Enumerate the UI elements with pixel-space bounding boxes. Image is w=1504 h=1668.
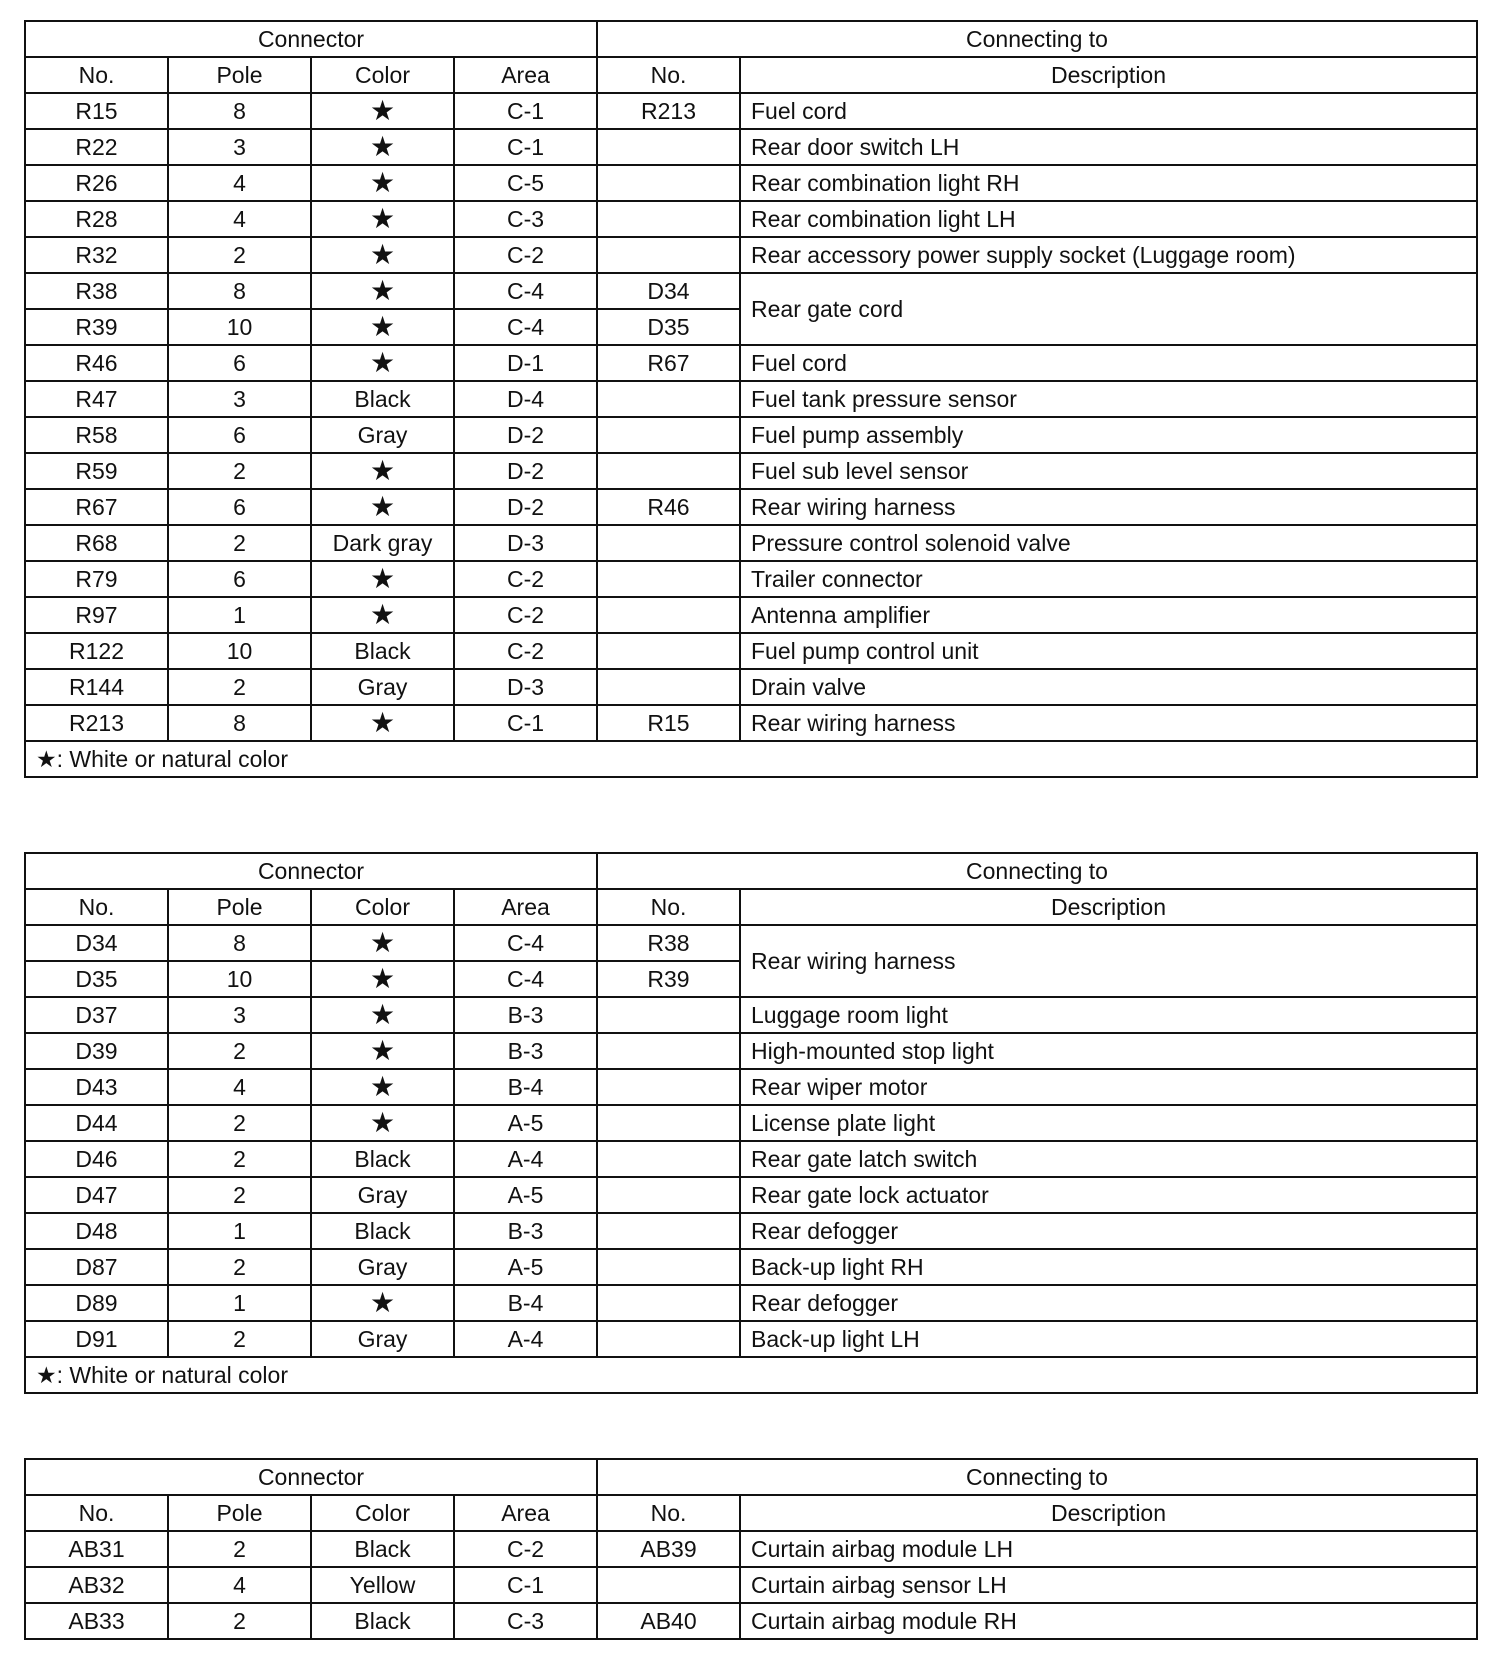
cell-description: Rear door switch LH — [740, 129, 1477, 165]
cell-to-no — [597, 1141, 740, 1177]
cell-pole: 2 — [168, 525, 311, 561]
col-header-to-no: No. — [597, 1495, 740, 1531]
cell-pole: 2 — [168, 237, 311, 273]
cell-description: Rear wiring harness — [740, 925, 1477, 997]
cell-no: D43 — [25, 1069, 168, 1105]
cell-pole: 4 — [168, 165, 311, 201]
cell-description: Drain valve — [740, 669, 1477, 705]
cell-to-no — [597, 1321, 740, 1357]
cell-description: Rear combination light RH — [740, 165, 1477, 201]
connector-table-ab — [24, 1458, 1478, 1640]
cell-description: Rear wiring harness — [740, 705, 1477, 741]
col-header-color: Color — [311, 1495, 454, 1531]
cell-color: Gray — [311, 417, 454, 453]
cell-area: D-2 — [454, 489, 597, 525]
cell-no: D87 — [25, 1249, 168, 1285]
cell-area: A-4 — [454, 1141, 597, 1177]
cell-description: Curtain airbag module RH — [740, 1603, 1477, 1639]
cell-to-no: R213 — [597, 93, 740, 129]
cell-to-no — [597, 1567, 740, 1603]
col-header-description: Description — [740, 1495, 1477, 1531]
table-row — [25, 381, 1477, 417]
cell-pole: 10 — [168, 309, 311, 345]
cell-no: R97 — [25, 597, 168, 633]
cell-area: A-5 — [454, 1177, 597, 1213]
cell-description: Fuel pump control unit — [740, 633, 1477, 669]
cell-color: Dark gray — [311, 525, 454, 561]
cell-description: Rear gate latch switch — [740, 1141, 1477, 1177]
cell-pole: 2 — [168, 1603, 311, 1639]
cell-color: ★ — [311, 309, 454, 345]
cell-to-no — [597, 1285, 740, 1321]
table-row — [25, 93, 1477, 129]
table-row — [25, 705, 1477, 741]
col-header-description: Description — [740, 889, 1477, 925]
table-row — [25, 345, 1477, 381]
cell-description: Rear gate lock actuator — [740, 1177, 1477, 1213]
cell-area: B-3 — [454, 1033, 597, 1069]
col-header-no: No. — [25, 57, 168, 93]
cell-color: ★ — [311, 1069, 454, 1105]
cell-description: Curtain airbag sensor LH — [740, 1567, 1477, 1603]
cell-no: R26 — [25, 165, 168, 201]
cell-pole: 1 — [168, 597, 311, 633]
table-row — [25, 525, 1477, 561]
connector-group-header: Connector — [25, 853, 597, 889]
cell-pole: 3 — [168, 381, 311, 417]
col-header-color: Color — [311, 57, 454, 93]
table-row — [25, 925, 1477, 961]
cell-color: Gray — [311, 669, 454, 705]
cell-description: Luggage room light — [740, 997, 1477, 1033]
cell-to-no: R39 — [597, 961, 740, 997]
cell-pole: 3 — [168, 129, 311, 165]
cell-no: R39 — [25, 309, 168, 345]
cell-to-no — [597, 633, 740, 669]
cell-no: AB32 — [25, 1567, 168, 1603]
cell-color: Black — [311, 1603, 454, 1639]
cell-area: C-3 — [454, 1603, 597, 1639]
table-row — [25, 1531, 1477, 1567]
cell-pole: 8 — [168, 705, 311, 741]
cell-color: Gray — [311, 1321, 454, 1357]
cell-no: D44 — [25, 1105, 168, 1141]
cell-to-no: AB40 — [597, 1603, 740, 1639]
cell-pole: 1 — [168, 1285, 311, 1321]
cell-color: ★ — [311, 453, 454, 489]
cell-color: ★ — [311, 273, 454, 309]
cell-pole: 4 — [168, 1567, 311, 1603]
cell-area: C-2 — [454, 633, 597, 669]
cell-pole: 2 — [168, 1033, 311, 1069]
cell-description: Rear combination light LH — [740, 201, 1477, 237]
table-row — [25, 165, 1477, 201]
table-row — [25, 129, 1477, 165]
col-header-to-no: No. — [597, 57, 740, 93]
cell-to-no — [597, 165, 740, 201]
cell-no: R122 — [25, 633, 168, 669]
table-row — [25, 597, 1477, 633]
cell-to-no: R38 — [597, 925, 740, 961]
table-row — [25, 1285, 1477, 1321]
cell-pole: 10 — [168, 961, 311, 997]
cell-area: D-1 — [454, 345, 597, 381]
cell-to-no: R15 — [597, 705, 740, 741]
cell-description: Pressure control solenoid valve — [740, 525, 1477, 561]
table-row — [25, 1603, 1477, 1639]
cell-color: ★ — [311, 345, 454, 381]
cell-no: D46 — [25, 1141, 168, 1177]
connecting-to-group-header: Connecting to — [597, 853, 1477, 889]
table-row — [25, 1213, 1477, 1249]
cell-area: C-1 — [454, 93, 597, 129]
table-row — [25, 1177, 1477, 1213]
cell-area: D-2 — [454, 453, 597, 489]
table-row — [25, 561, 1477, 597]
connector-group-header: Connector — [25, 1459, 597, 1495]
cell-area: C-1 — [454, 129, 597, 165]
cell-description: Rear wiring harness — [740, 489, 1477, 525]
cell-pole: 2 — [168, 1249, 311, 1285]
cell-to-no: D35 — [597, 309, 740, 345]
cell-color: ★ — [311, 705, 454, 741]
cell-area: A-4 — [454, 1321, 597, 1357]
cell-to-no: R67 — [597, 345, 740, 381]
cell-area: B-3 — [454, 1213, 597, 1249]
cell-color: Gray — [311, 1249, 454, 1285]
cell-description: Fuel pump assembly — [740, 417, 1477, 453]
cell-color: ★ — [311, 165, 454, 201]
col-header-no: No. — [25, 1495, 168, 1531]
cell-no: R79 — [25, 561, 168, 597]
cell-color: Black — [311, 1531, 454, 1567]
table-row — [25, 1069, 1477, 1105]
table-row — [25, 489, 1477, 525]
cell-area: D-2 — [454, 417, 597, 453]
col-header-description: Description — [740, 57, 1477, 93]
cell-no: D35 — [25, 961, 168, 997]
cell-area: C-5 — [454, 165, 597, 201]
cell-description: Rear accessory power supply socket (Luggage room) — [740, 237, 1477, 273]
cell-description: Rear defogger — [740, 1285, 1477, 1321]
cell-color: ★ — [311, 925, 454, 961]
col-header-area: Area — [454, 1495, 597, 1531]
cell-area: C-4 — [454, 309, 597, 345]
cell-description: Rear defogger — [740, 1213, 1477, 1249]
cell-no: D37 — [25, 997, 168, 1033]
cell-area: C-3 — [454, 201, 597, 237]
col-header-pole: Pole — [168, 1495, 311, 1531]
cell-no: AB31 — [25, 1531, 168, 1567]
cell-color: ★ — [311, 201, 454, 237]
table-row — [25, 1033, 1477, 1069]
cell-pole: 3 — [168, 997, 311, 1033]
cell-description: License plate light — [740, 1105, 1477, 1141]
cell-color: Yellow — [311, 1567, 454, 1603]
table-row — [25, 453, 1477, 489]
cell-to-no: R46 — [597, 489, 740, 525]
cell-to-no — [597, 237, 740, 273]
connector-table-r — [24, 20, 1478, 778]
cell-color: ★ — [311, 129, 454, 165]
cell-description: Back-up light LH — [740, 1321, 1477, 1357]
table-row — [25, 1141, 1477, 1177]
cell-pole: 2 — [168, 453, 311, 489]
cell-area: D-3 — [454, 525, 597, 561]
col-header-no: No. — [25, 889, 168, 925]
cell-area: D-3 — [454, 669, 597, 705]
cell-pole: 2 — [168, 1321, 311, 1357]
cell-description: High-mounted stop light — [740, 1033, 1477, 1069]
table-row — [25, 1249, 1477, 1285]
cell-no: D34 — [25, 925, 168, 961]
col-header-color: Color — [311, 889, 454, 925]
cell-pole: 2 — [168, 669, 311, 705]
cell-description: Fuel sub level sensor — [740, 453, 1477, 489]
cell-pole: 2 — [168, 1177, 311, 1213]
cell-color: ★ — [311, 961, 454, 997]
table-row — [25, 417, 1477, 453]
legend-row — [25, 741, 1477, 777]
cell-to-no — [597, 1033, 740, 1069]
cell-description: Fuel cord — [740, 93, 1477, 129]
cell-to-no: AB39 — [597, 1531, 740, 1567]
cell-no: R58 — [25, 417, 168, 453]
cell-to-no — [597, 381, 740, 417]
cell-pole: 4 — [168, 201, 311, 237]
col-header-pole: Pole — [168, 57, 311, 93]
cell-to-no — [597, 201, 740, 237]
cell-no: AB33 — [25, 1603, 168, 1639]
connecting-to-group-header: Connecting to — [597, 1459, 1477, 1495]
cell-color: ★ — [311, 1033, 454, 1069]
cell-no: R32 — [25, 237, 168, 273]
cell-area: C-4 — [454, 925, 597, 961]
cell-area: C-2 — [454, 597, 597, 633]
cell-no: R68 — [25, 525, 168, 561]
cell-area: A-5 — [454, 1105, 597, 1141]
cell-pole: 6 — [168, 345, 311, 381]
cell-pole: 10 — [168, 633, 311, 669]
cell-area: C-2 — [454, 237, 597, 273]
cell-no: R38 — [25, 273, 168, 309]
cell-to-no — [597, 1213, 740, 1249]
table-row — [25, 1567, 1477, 1603]
cell-description: Rear gate cord — [740, 273, 1477, 345]
cell-no: R15 — [25, 93, 168, 129]
cell-description: Fuel cord — [740, 345, 1477, 381]
table-row — [25, 273, 1477, 309]
cell-to-no — [597, 669, 740, 705]
legend-row — [25, 1357, 1477, 1393]
cell-area: B-3 — [454, 997, 597, 1033]
table-row — [25, 1105, 1477, 1141]
col-header-area: Area — [454, 889, 597, 925]
cell-pole: 8 — [168, 273, 311, 309]
table-row — [25, 633, 1477, 669]
cell-no: D89 — [25, 1285, 168, 1321]
col-header-pole: Pole — [168, 889, 311, 925]
cell-description: Trailer connector — [740, 561, 1477, 597]
cell-no: R67 — [25, 489, 168, 525]
cell-description: Back-up light RH — [740, 1249, 1477, 1285]
col-header-to-no: No. — [597, 889, 740, 925]
cell-to-no — [597, 1177, 740, 1213]
cell-pole: 6 — [168, 489, 311, 525]
cell-pole: 6 — [168, 561, 311, 597]
cell-to-no: D34 — [597, 273, 740, 309]
cell-color: Black — [311, 1141, 454, 1177]
cell-pole: 2 — [168, 1105, 311, 1141]
cell-color: ★ — [311, 93, 454, 129]
cell-no: R22 — [25, 129, 168, 165]
cell-pole: 8 — [168, 93, 311, 129]
cell-no: R213 — [25, 705, 168, 741]
cell-color: ★ — [311, 1105, 454, 1141]
connecting-to-group-header: Connecting to — [597, 21, 1477, 57]
cell-color: ★ — [311, 489, 454, 525]
cell-color: Black — [311, 1213, 454, 1249]
cell-no: D47 — [25, 1177, 168, 1213]
cell-area: C-1 — [454, 705, 597, 741]
cell-area: C-2 — [454, 561, 597, 597]
table-row — [25, 997, 1477, 1033]
cell-area: D-4 — [454, 381, 597, 417]
cell-no: R47 — [25, 381, 168, 417]
cell-to-no — [597, 1069, 740, 1105]
cell-color: ★ — [311, 237, 454, 273]
cell-to-no — [597, 453, 740, 489]
cell-no: R28 — [25, 201, 168, 237]
cell-to-no — [597, 997, 740, 1033]
cell-pole: 6 — [168, 417, 311, 453]
cell-color: Gray — [311, 1177, 454, 1213]
cell-to-no — [597, 1105, 740, 1141]
cell-no: R46 — [25, 345, 168, 381]
cell-to-no — [597, 1249, 740, 1285]
cell-to-no — [597, 561, 740, 597]
table-row — [25, 1321, 1477, 1357]
cell-pole: 1 — [168, 1213, 311, 1249]
cell-area: C-2 — [454, 1531, 597, 1567]
cell-color: ★ — [311, 597, 454, 633]
cell-to-no — [597, 417, 740, 453]
table-row — [25, 669, 1477, 705]
table-row — [25, 201, 1477, 237]
cell-description: Fuel tank pressure sensor — [740, 381, 1477, 417]
cell-no: D91 — [25, 1321, 168, 1357]
table-row — [25, 237, 1477, 273]
cell-color: ★ — [311, 1285, 454, 1321]
cell-to-no — [597, 597, 740, 633]
connector-group-header: Connector — [25, 21, 597, 57]
cell-description: Curtain airbag module LH — [740, 1531, 1477, 1567]
cell-pole: 2 — [168, 1531, 311, 1567]
cell-no: R59 — [25, 453, 168, 489]
cell-pole: 2 — [168, 1141, 311, 1177]
cell-description: Rear wiper motor — [740, 1069, 1477, 1105]
cell-pole: 8 — [168, 925, 311, 961]
col-header-area: Area — [454, 57, 597, 93]
cell-pole: 4 — [168, 1069, 311, 1105]
cell-area: B-4 — [454, 1285, 597, 1321]
cell-color: Black — [311, 381, 454, 417]
cell-area: C-4 — [454, 961, 597, 997]
legend-text: ★: White or natural color — [25, 1357, 1477, 1393]
cell-area: A-5 — [454, 1249, 597, 1285]
cell-color: ★ — [311, 997, 454, 1033]
cell-no: R144 — [25, 669, 168, 705]
cell-no: D39 — [25, 1033, 168, 1069]
cell-area: C-1 — [454, 1567, 597, 1603]
cell-to-no — [597, 525, 740, 561]
cell-area: C-4 — [454, 273, 597, 309]
legend-text: ★: White or natural color — [25, 741, 1477, 777]
connector-table-d — [24, 852, 1478, 1394]
cell-description: Antenna amplifier — [740, 597, 1477, 633]
cell-color: Black — [311, 633, 454, 669]
cell-no: D48 — [25, 1213, 168, 1249]
cell-color: ★ — [311, 561, 454, 597]
cell-to-no — [597, 129, 740, 165]
cell-area: B-4 — [454, 1069, 597, 1105]
